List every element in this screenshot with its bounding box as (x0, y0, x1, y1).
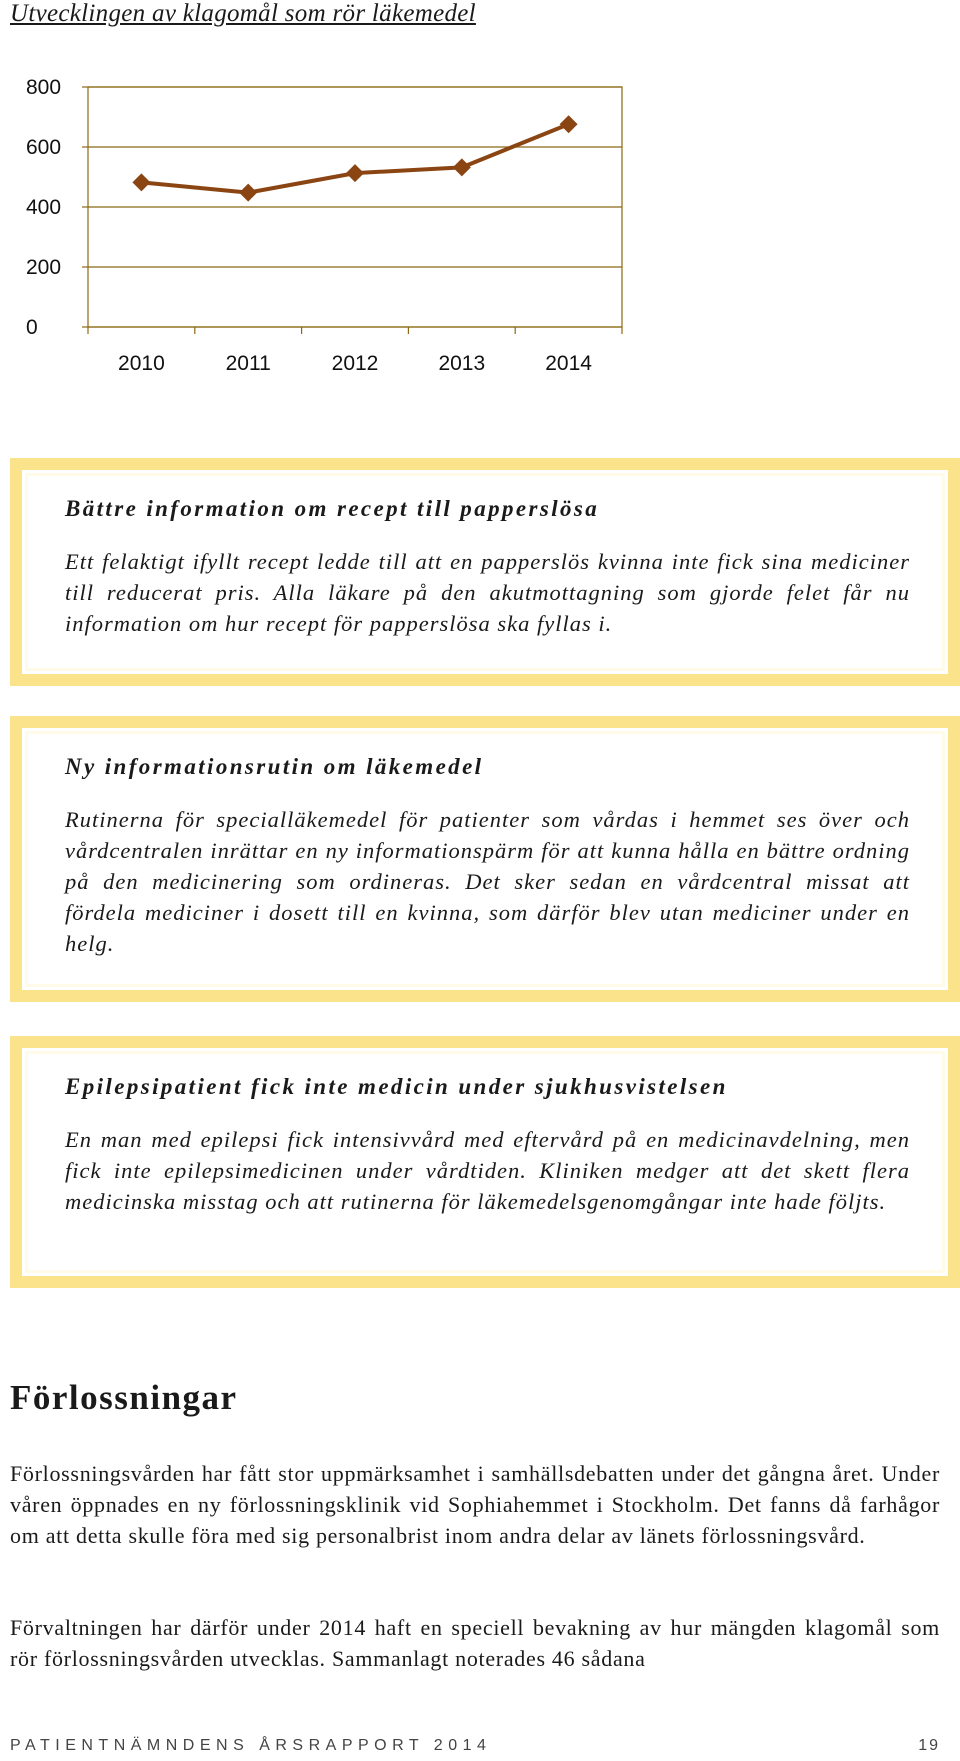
line-chart (0, 60, 960, 390)
info-box-body: Ett felaktigt ifyllt recept ledde till att en papperslös kvinna inte fick sina mediciner till reducerat pris. Alla läkare på den akutmottagning som gjorde felet får nu information om hur recept för papperslösa ska fyllas i. (65, 549, 910, 636)
info-box-epilepsi (10, 1036, 960, 1288)
y-tick-label: 800 (26, 76, 62, 99)
y-tick-label: 400 (26, 196, 62, 219)
x-tick-label: 2012 (331, 352, 379, 375)
data-point-marker (560, 115, 578, 133)
y-tick-label: 600 (26, 136, 62, 159)
chart-title: Utvecklingen av klagomål som rör läkemedel (10, 0, 476, 27)
x-tick-label: 2010 (118, 352, 165, 375)
y-axis-ticks (26, 76, 61, 339)
info-box-inner (22, 1048, 948, 1276)
footer-report-title: PATIENTNÄMNDENS ÅRSRAPPORT 2014 (10, 1737, 492, 1754)
page-number: 19 (918, 1737, 940, 1754)
body-paragraph: Förvaltningen har därför under 2014 haft en speciell bevakning av hur mängden klagomål som rör förlossningsvården utvecklas. Sammanlagt noterades 46 sådana (10, 1615, 940, 1671)
info-box-recept (10, 458, 960, 686)
x-axis-ticks (118, 352, 592, 375)
data-point-marker (239, 184, 257, 202)
chart-grid (82, 87, 622, 334)
info-box-informationsrutin (10, 716, 960, 1002)
x-tick-label: 2011 (225, 352, 271, 375)
data-point-marker (132, 173, 150, 191)
x-tick-label: 2014 (545, 352, 592, 375)
info-box-heading: Epilepsipatient fick inte medicin under sjukhusvistelsen (65, 1074, 728, 1099)
body-paragraph: Förlossningsvården har fått stor uppmärksamhet i samhällsdebatten under det gångna året. Under våren öppnades en ny förlossningsklinik vid Sophiahemmet i Stockholm. Det fanns då farhågor om att detta skulle föra med sig personalbrist inom andra delar av länets förlossningsvård. (10, 1461, 940, 1548)
data-point-marker (453, 158, 471, 176)
y-tick-label: 200 (26, 256, 62, 279)
info-box-inner (22, 470, 948, 674)
info-box-body: En man med epilepsi fick intensivvård med eftervård på en medicinavdelning, men fick inte epilepsimedicinen under vårdtiden. Kliniken medger att det skett flera medicinska misstag och att rutinerna för läkemedelsgenomgångar inte hade följts. (65, 1127, 910, 1214)
info-box-heading: Bättre information om recept till papperslösa (65, 496, 600, 521)
section-heading: Förlossningar (10, 1378, 238, 1417)
info-box-heading: Ny informationsrutin om läkemedel (65, 754, 484, 779)
data-point-marker (346, 164, 364, 182)
x-tick-label: 2013 (438, 352, 486, 375)
series-line (132, 115, 577, 201)
series-polyline (141, 124, 568, 192)
y-tick-label: 0 (26, 316, 38, 339)
info-box-body: Rutinerna för specialläkemedel för patienter som vårdas i hemmet ses över och vårdcentralen inrättar en ny informationspärm för att kunna hålla en bättre ordning på den medicinering som ordineras. Det sker sedan en vårdcentral missat att fördela mediciner i dosett till en kvinna, som därför blev utan mediciner under en helg. (65, 807, 910, 956)
info-box-inner (22, 728, 948, 990)
